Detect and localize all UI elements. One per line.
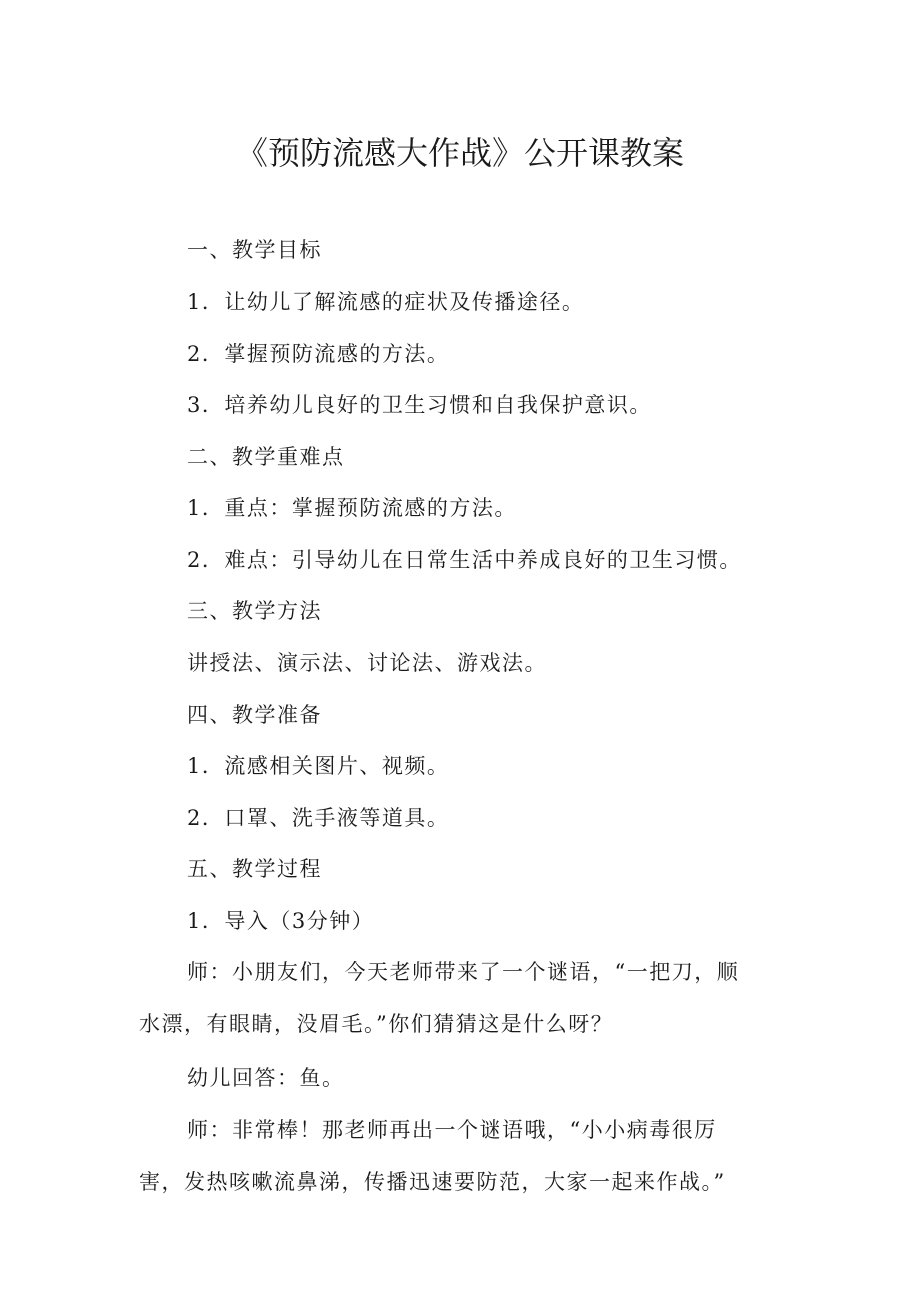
section-heading-preparation: 四、教学准备 [187, 703, 322, 727]
section-heading-process: 五、教学过程 [187, 857, 322, 881]
dialogue-paragraph-3: 师：非常棒！那老师再出一个谜语哦，“小小病毒很厉害，发热咳嗽流鼻涕，传播迅速要防范，大家一起来作战。” [139, 1118, 726, 1194]
section-heading-goals: 一、教学目标 [187, 238, 322, 262]
section-heading-key-points: 二、教学重难点 [187, 445, 345, 469]
process-step-1: 1．导入（3分钟） [187, 909, 375, 933]
goal-item-1: 1．让幼儿了解流感的症状及传播途径。 [187, 290, 585, 314]
document-title: 《预防流感大作战》公开课教案 [235, 134, 684, 172]
methods-text: 讲授法、演示法、讨论法、游戏法。 [187, 651, 547, 675]
preparation-item-2: 2．口罩、洗手液等道具。 [187, 806, 450, 830]
section-heading-methods: 三、教学方法 [187, 599, 322, 623]
preparation-item-1: 1．流感相关图片、视频。 [187, 754, 450, 778]
dialogue-paragraph-2: 幼儿回答：鱼。 [187, 1066, 345, 1090]
key-point-item-1: 1．重点：掌握预防流感的方法。 [187, 496, 517, 520]
key-point-item-2: 2．难点：引导幼儿在日常生活中养成良好的卫生习惯。 [187, 548, 742, 572]
dialogue-paragraph-1: 师：小朋友们，今天老师带来了一个谜语，“一把刀，顺水漂，有眼睛，没眉毛。”你们猜猜这是什么呀？ [139, 960, 740, 1036]
goal-item-2: 2．掌握预防流感的方法。 [187, 342, 450, 366]
goal-item-3: 3．培养幼儿良好的卫生习惯和自我保护意识。 [187, 393, 652, 417]
